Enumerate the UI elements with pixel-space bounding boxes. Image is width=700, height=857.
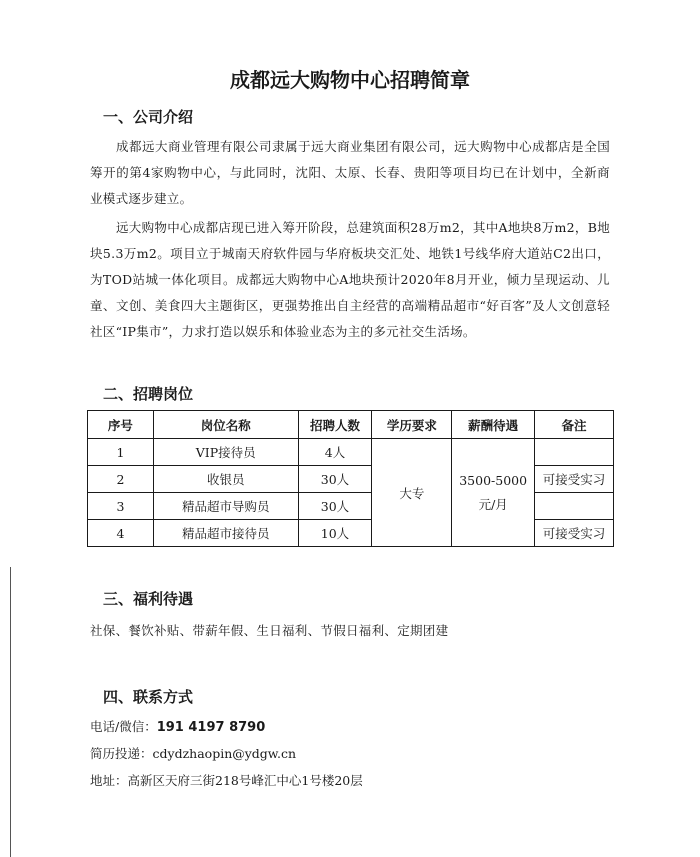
cell-note	[535, 493, 614, 520]
salary-unit: 元/月	[478, 496, 508, 512]
page-title: 成都远大购物中心招聘简章	[230, 68, 470, 92]
salary-range: 3500-5000	[459, 472, 528, 488]
section-heading-jobs: 二、招聘岗位	[103, 385, 194, 403]
contact-phone	[90, 717, 265, 735]
section-heading-contact: 四、联系方式	[103, 688, 194, 706]
section-heading-intro: 一、公司介绍	[103, 108, 194, 126]
section-heading-benefits: 三、福利待遇	[103, 590, 194, 608]
cell-position: 精品超市导购员	[153, 493, 298, 520]
cell-no: 2	[88, 466, 154, 493]
cell-no: 3	[88, 493, 154, 520]
column-header-salary: 薪酬待遇	[452, 411, 535, 439]
benefits-text: 社保、餐饮补贴、带薪年假、生日福利、节假日福利、定期团建	[90, 623, 449, 638]
cell-position: VIP接待员	[153, 439, 298, 466]
column-header-count: 招聘人数	[298, 411, 372, 439]
column-header-education: 学历要求	[372, 411, 452, 439]
cell-count: 10人	[298, 520, 372, 547]
jobs-table	[87, 410, 614, 547]
cell-note	[535, 439, 614, 466]
cell-no: 4	[88, 520, 154, 547]
column-header-position: 岗位名称	[153, 411, 298, 439]
table-row	[88, 466, 614, 493]
cell-count: 30人	[298, 493, 372, 520]
email-value: cdydzhaopin@ydgw.cn	[152, 746, 297, 761]
table-row	[88, 439, 614, 466]
email-label: 简历投递：	[90, 746, 153, 761]
cell-note: 可接受实习	[535, 520, 614, 547]
column-header-note: 备注	[535, 411, 614, 439]
cell-no: 1	[88, 439, 154, 466]
phone-label: 电话/微信：	[90, 719, 157, 734]
cell-salary	[452, 439, 535, 547]
table-row	[88, 493, 614, 520]
contact-email	[90, 744, 296, 762]
phone-value: 191 4197 8790	[156, 720, 266, 735]
cell-note: 可接受实习	[535, 466, 614, 493]
intro-paragraph-1: 成都远大商业管理有限公司隶属于远大商业集团有限公司，远大购物中心成都店是全国筹开的第4家购物中心，与此同时，沈阳、太原、长春、贵阳等项目均已在计划中，全新商业模式逐步建立。	[90, 139, 610, 206]
cell-position: 收银员	[153, 466, 298, 493]
address-value: 高新区天府三街218号峰汇中心1号楼20层	[127, 773, 363, 788]
table-header-row	[88, 411, 614, 439]
cell-position: 精品超市接待员	[153, 520, 298, 547]
intro-paragraph-2: 远大购物中心成都店现已进入筹开阶段，总建筑面积28万m2，其中A地块8万m2，B地块5.3万m2。项目立于城南天府软件园与华府板块交汇处、地铁1号线华府大道站C2出口，为TOD站城一体化项目。成都远大购物中心A地块预计2020年8月开业，倾力呈现运动、儿童、文创、美食四大主题街区，更强势推出自主经营的高端精品超市“好百客”及人文创意轻社区“IP集市”，力求打造以娱乐和体验业态为主的多元社交生活场。	[90, 220, 610, 339]
table-row	[88, 520, 614, 547]
column-header-no: 序号	[88, 411, 154, 439]
page-left-rule	[10, 567, 11, 857]
contact-address	[90, 771, 363, 789]
cell-count: 4人	[298, 439, 372, 466]
cell-count: 30人	[298, 466, 372, 493]
address-label: 地址：	[90, 773, 128, 788]
cell-education: 大专	[372, 439, 452, 547]
